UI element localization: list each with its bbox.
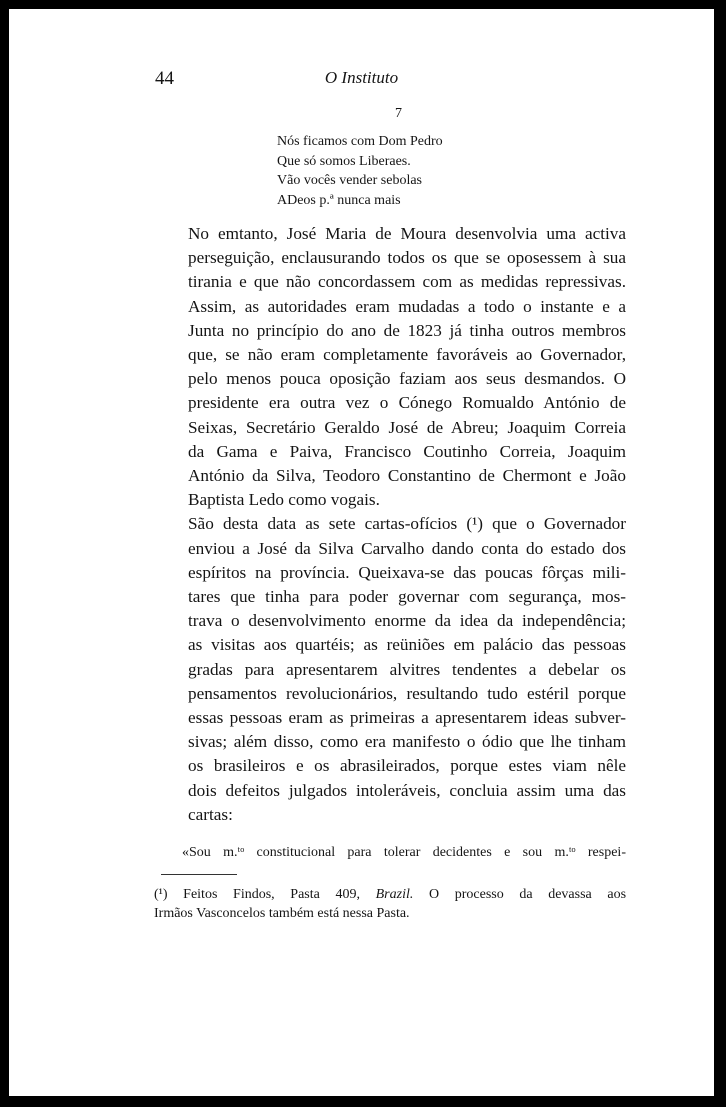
footnote-text: O processo da devassa aos [429,887,627,902]
text-line: sivas; além disso, como era manifesto o ódio que lhe tinham [188,732,626,752]
text-line: dois defeitos julgados intoleráveis, concluia assim uma das [188,780,626,800]
document-page [9,9,714,1096]
text-line: Seixas, Secretário Geraldo José de Abreu; Joaquim Correia [188,417,626,437]
text-line: António da Silva, Teodoro Constantino de Chermont e João [188,466,626,486]
text-line: perseguição, enclausurando todos os que se oposessem à sua [188,248,626,268]
paragraph-2 [154,512,626,827]
verse-line: ADeos p.ª nunca mais [277,192,401,208]
verse-line: Nós ficamos com Dom Pedro [277,134,443,149]
text-line: presidente era outra vez o Cónego Romualdo António de [188,393,626,413]
footnote-divider [161,874,237,875]
verse-number: 7 [395,106,402,121]
footnote-line [154,885,626,904]
text-line: essas pessoas eram as primeiras a apresentarem ideas subver- [188,708,626,728]
text-line: Baptista Ledo como vogais. [188,490,380,510]
footnote-line: Irmãos Vasconcelos também está nessa Pasta. [154,906,410,921]
text-line: os brasileiros e os abrasileirados, porque estes viam nêle [188,756,626,776]
text-line: cartas: [188,804,233,824]
text-line: da Gama e Paiva, Francisco Coutinho Correia, Joaquim [188,441,626,461]
verse-line: Que só somos Liberaes. [277,153,411,169]
text-line: tares que tinha para poder governar com segurança, mos- [188,587,626,607]
verse-lines [277,132,443,210]
text-line: Assim, as autoridades eram mudadas a todo o instante e a [188,296,626,316]
footnote-marker: (¹) [154,887,168,902]
footnote-text: Feitos Findos, Pasta 409, [183,887,360,902]
text-line: enviou a José da Silva Carvalho dando conta do estado dos [188,538,626,558]
body-text [154,222,626,827]
running-title: O Instituto [324,68,399,87]
verse-line: Vão vocês vender sebolas [277,173,423,188]
footnote [154,885,626,923]
page-header [9,64,714,94]
text-line: pelo menos pouca oposição faziam aos seus desmandos. O [188,369,626,389]
text-line: No emtanto, José Maria de Moura desenvolvia uma activa [188,224,626,243]
text-line: São desta data as sete cartas-ofícios (¹) que o Governador [188,514,626,534]
quotation-line: «Sou m.ᵗᵒ constitucional para tolerar decidentes e sou m.ᵗᵒ respei- [182,845,626,860]
footnote-italic-text: Brazil. [375,887,414,902]
text-line: trava o desenvolvimento enorme da idea da independência; [188,611,626,631]
text-line: gradas para apresentarem alvitres tendentes a debelar os [188,659,626,679]
paragraph-1 [154,222,626,512]
text-line: pensamentos revolucionários, resultando tudo estéril porque [188,683,626,703]
text-line: as visitas aos quartéis; as reüniões em palácio das pessoas [188,635,626,655]
text-line: tirania e que não concordassem com as medidas repressivas. [188,272,626,292]
page-number: 44 [155,68,174,89]
text-line: espíritos na província. Queixava-se das poucas fôrças mili- [188,562,626,582]
text-line: que, se não eram completamente favoráveis ao Governador, [188,345,626,365]
text-line: Junta no princípio do ano de 1823 já tinha outros membros [188,320,626,340]
